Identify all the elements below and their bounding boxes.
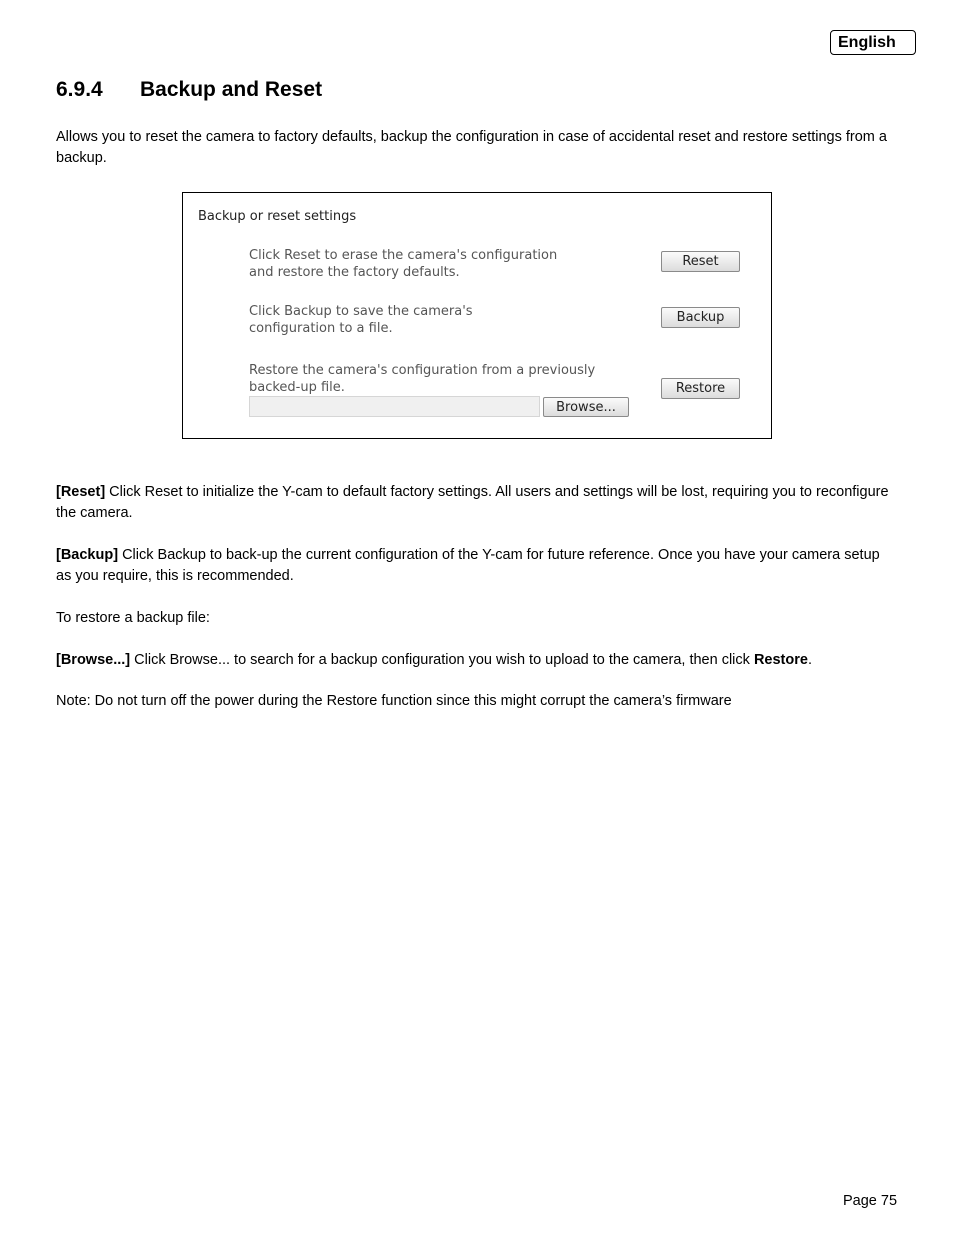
backup-explanation-text: Click Backup to back-up the current configuration of the Y-cam for future reference. Once you have your camera setup as you require, this is recommended. (56, 547, 880, 584)
reset-explanation (56, 482, 896, 524)
backup-explanation (56, 545, 896, 587)
backup-description-line: Click Backup to save the camera's (249, 304, 473, 319)
reset-description-line: Click Reset to erase the camera's configuration (249, 248, 558, 263)
section-title: Backup and Reset (140, 78, 323, 101)
section-number: 6.9.4 (56, 78, 103, 101)
restore-description-line: Restore the camera's configuration from a previously (249, 363, 596, 378)
restore-description-line: backed-up file. (249, 380, 345, 395)
reset-description (249, 247, 639, 281)
backup-description (249, 303, 639, 337)
browse-button[interactable]: Browse... (543, 397, 629, 417)
reset-term: [Reset] (56, 484, 106, 500)
browse-explanation (56, 650, 896, 671)
browse-explanation-text: Click Browse... to search for a backup configuration you wish to upload to the camera, then click (130, 652, 754, 668)
restore-description (249, 362, 649, 396)
panel-title: Backup or reset settings (198, 209, 357, 224)
language-badge: English (830, 30, 916, 55)
power-note: Note: Do not turn off the power during the Restore function since this might corrupt the camera’s firmware (56, 693, 732, 709)
section-heading (56, 78, 322, 102)
restore-file-field[interactable] (249, 396, 540, 417)
reset-description-line: and restore the factory defaults. (249, 265, 460, 280)
restore-intro: To restore a backup file: (56, 610, 210, 626)
page-number: Page 75 (843, 1193, 898, 1209)
backup-reset-panel (182, 192, 772, 439)
restore-emphasis: Restore (753, 652, 808, 668)
browse-explanation-end: . (807, 652, 812, 668)
backup-button[interactable]: Backup (661, 307, 740, 328)
reset-button[interactable]: Reset (661, 251, 740, 272)
intro-paragraph: Allows you to reset the camera to factory defaults, backup the configuration in case of accidental reset and restore settings from a backup. (56, 129, 887, 166)
restore-button[interactable]: Restore (661, 378, 740, 399)
browse-term: [Browse...] (56, 652, 131, 668)
backup-description-line: configuration to a file. (249, 321, 393, 336)
backup-term: [Backup] (56, 547, 119, 563)
reset-explanation-text: Click Reset to initialize the Y-cam to default factory settings. All users and settings will be lost, requiring you to reconfigure the camera. (56, 484, 889, 521)
